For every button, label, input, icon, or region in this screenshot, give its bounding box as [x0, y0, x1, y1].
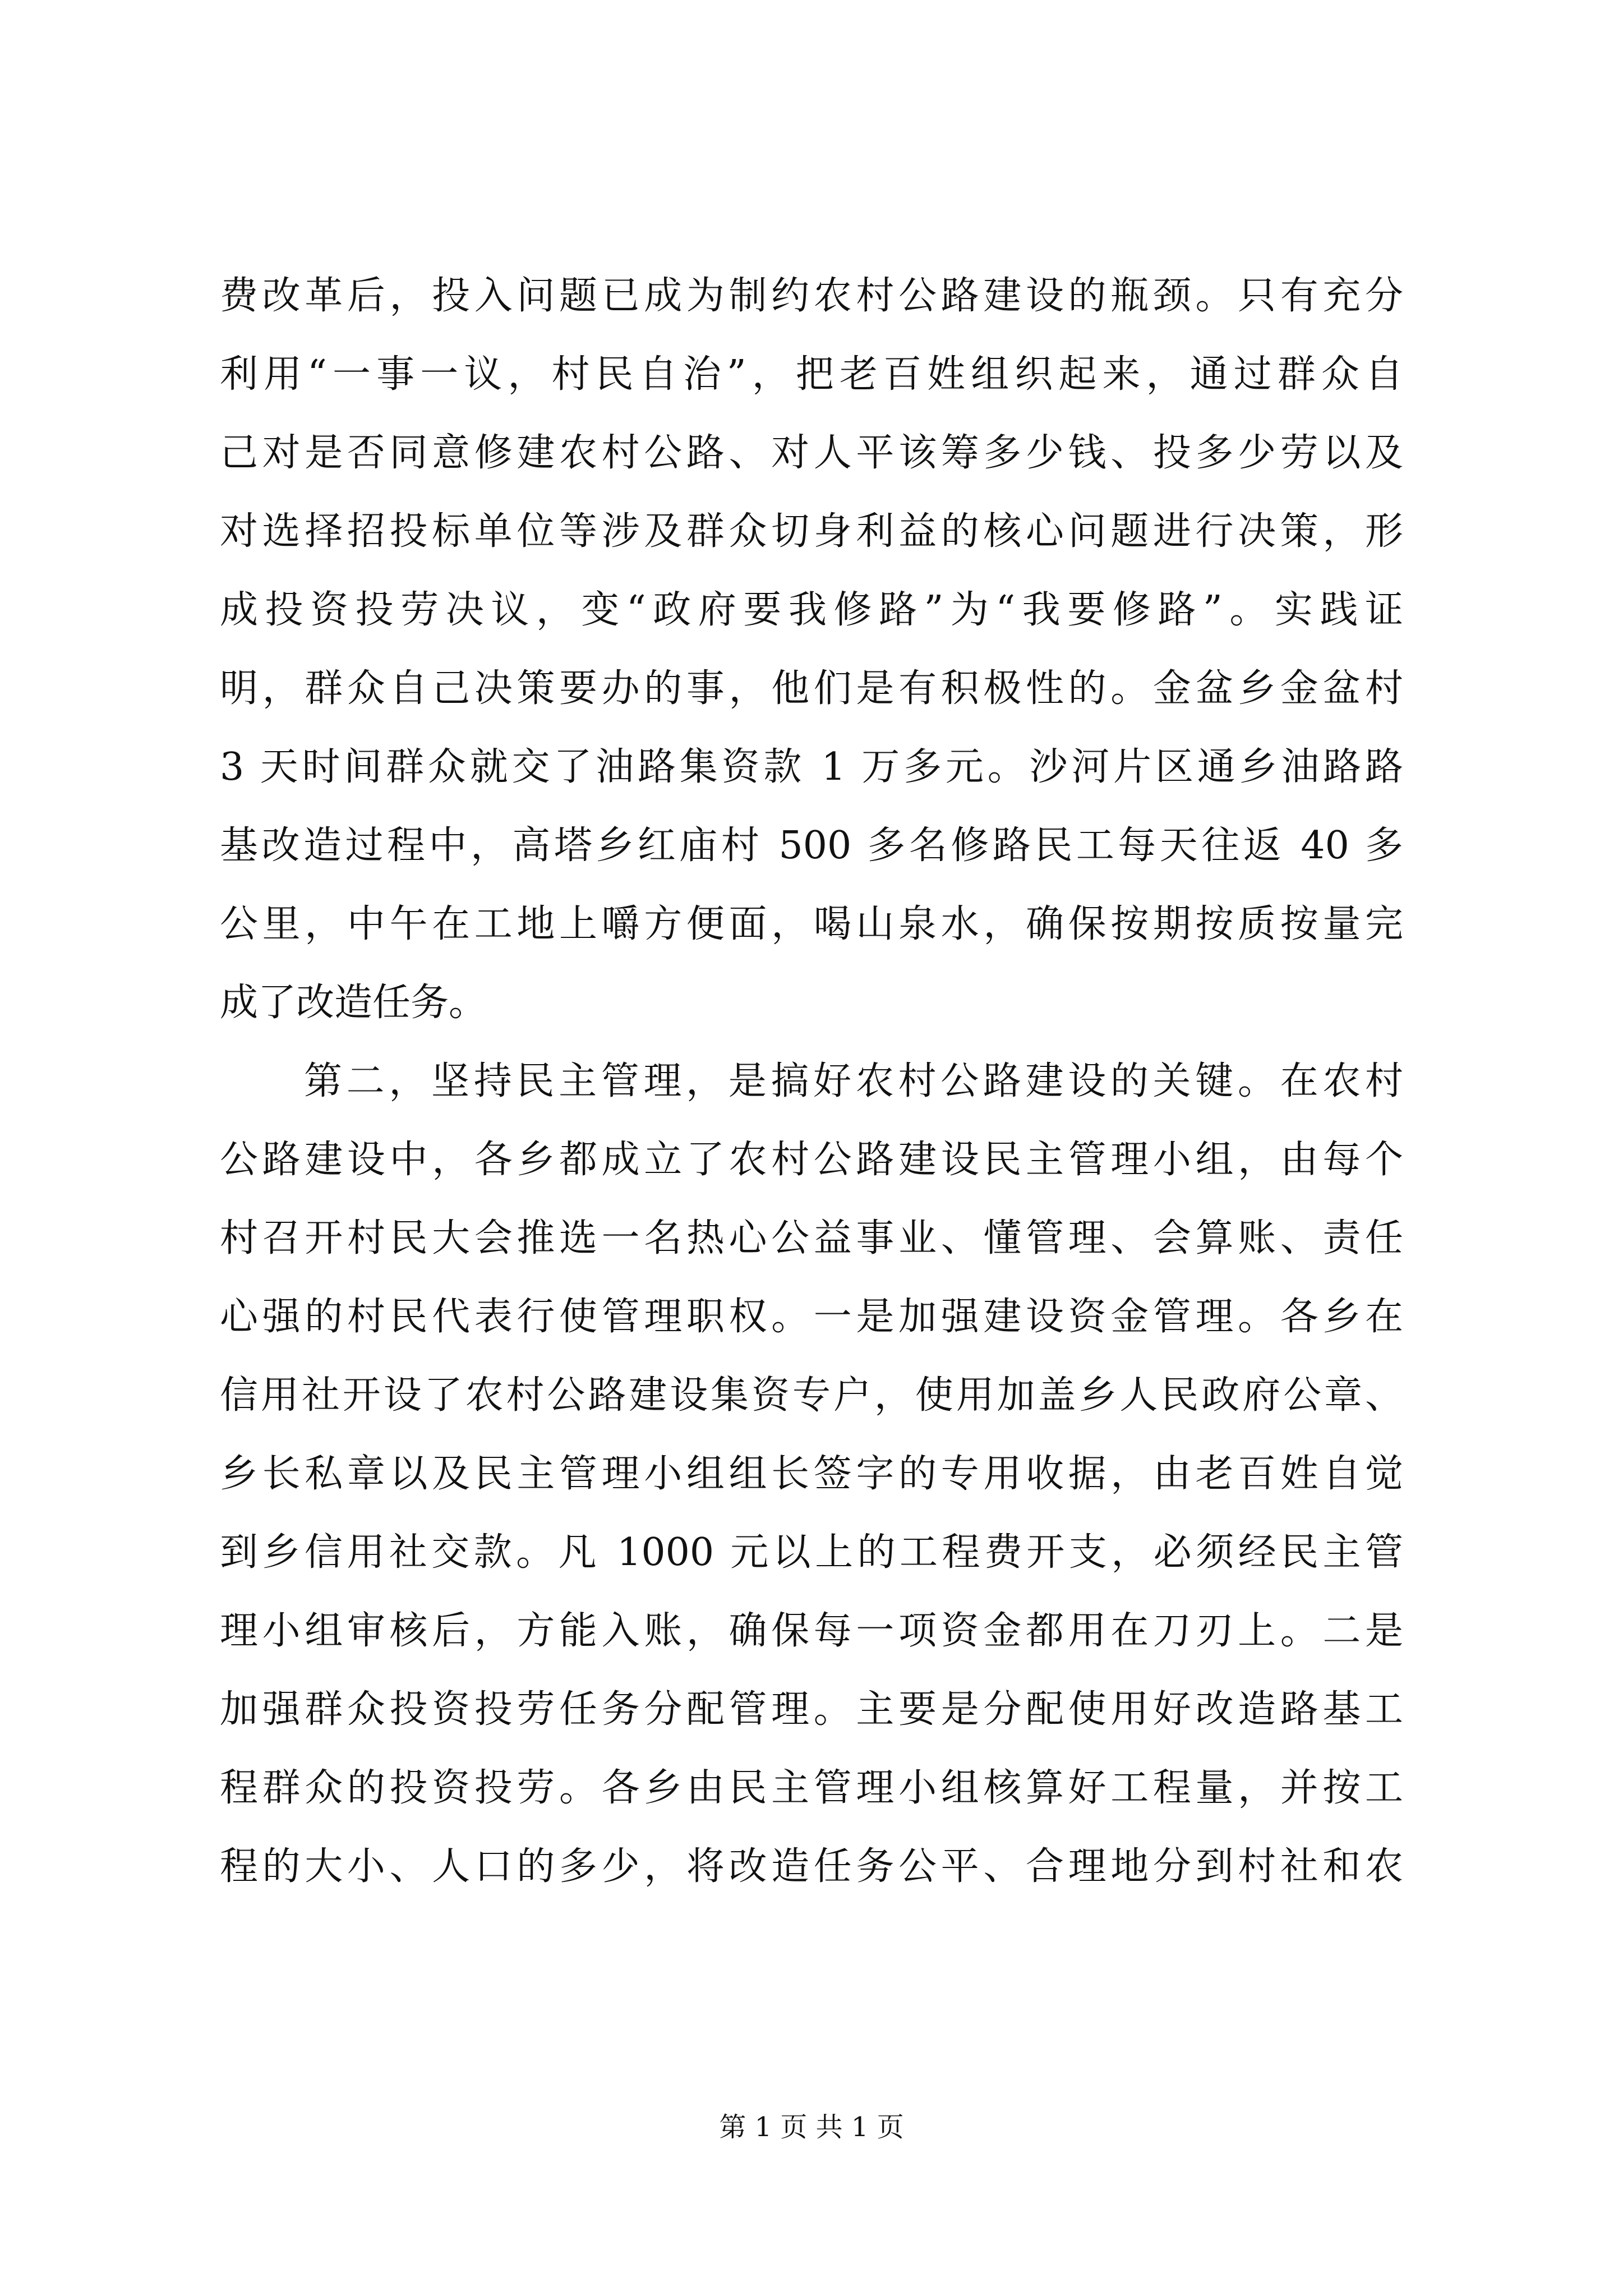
text-line: 3 天时间群众就交了油路集资款 1 万多元。沙河片区通乡油路路 — [220, 745, 1403, 789]
text-line: 公里，中午在工地上嚼方便面，喝山泉水，确保按期按质按量完 — [220, 902, 1403, 946]
page-number-label: 第 1 页 共 1 页 — [719, 2111, 904, 2143]
text-line: 程群众的投资投劳。各乡由民主管理小组核算好工程量，并按工 — [220, 1766, 1403, 1810]
text-line: 对选择招投标单位等涉及群众切身利益的核心问题进行决策，形 — [220, 509, 1403, 554]
text-line: 理小组审核后，方能入账，确保每一项资金都用在刀刃上。二是 — [220, 1609, 1403, 1653]
text-line: 加强群众投资投劳任务分配管理。主要是分配使用好改造路基工 — [220, 1687, 1403, 1732]
text-line: 乡长私章以及民主管理小组组长签字的专用收据，由老百姓自觉 — [220, 1452, 1403, 1496]
page-footer — [0, 2110, 1623, 2144]
text-line: 村召开村民大会推选一名热心公益事业、懂管理、会算账、责任 — [220, 1216, 1403, 1260]
text-line: 信用社开设了农村公路建设集资专户，使用加盖乡人民政府公章、 — [220, 1373, 1403, 1418]
text-line: 成投资投劳决议，变“政府要我修路”为“我要修路”。实践证 — [220, 588, 1403, 632]
text-line: 程的大小、人口的多少，将改造任务公平、合理地分到村社和农 — [220, 1844, 1403, 1889]
body-text — [220, 257, 1403, 1906]
text-line: 己对是否同意修建农村公路、对人平该筹多少钱、投多少劳以及 — [220, 431, 1403, 475]
paragraph-start-line: 第二，坚持民主管理，是搞好农村公路建设的关键。在农村 — [304, 1059, 1403, 1103]
text-line: 基改造过程中，高塔乡红庙村 500 多名修路民工每天往返 40 多 — [220, 823, 1403, 868]
text-line: 费改革后，投入问题已成为制约农村公路建设的瓶颈。只有充分 — [220, 274, 1403, 318]
text-line: 公路建设中，各乡都成立了农村公路建设民主管理小组，由每个 — [220, 1138, 1403, 1182]
text-line: 利用“一事一议，村民自治”，把老百姓组织起来，通过群众自 — [220, 352, 1403, 397]
text-line: 到乡信用社交款。凡 1000 元以上的工程费开支，必须经民主管 — [220, 1530, 1403, 1575]
text-line: 明，群众自己决策要办的事，他们是有积极性的。金盆乡金盆村 — [220, 666, 1403, 711]
text-line: 成了改造任务。 — [220, 981, 487, 1025]
text-line: 心强的村民代表行使管理职权。一是加强建设资金管理。各乡在 — [220, 1295, 1403, 1339]
